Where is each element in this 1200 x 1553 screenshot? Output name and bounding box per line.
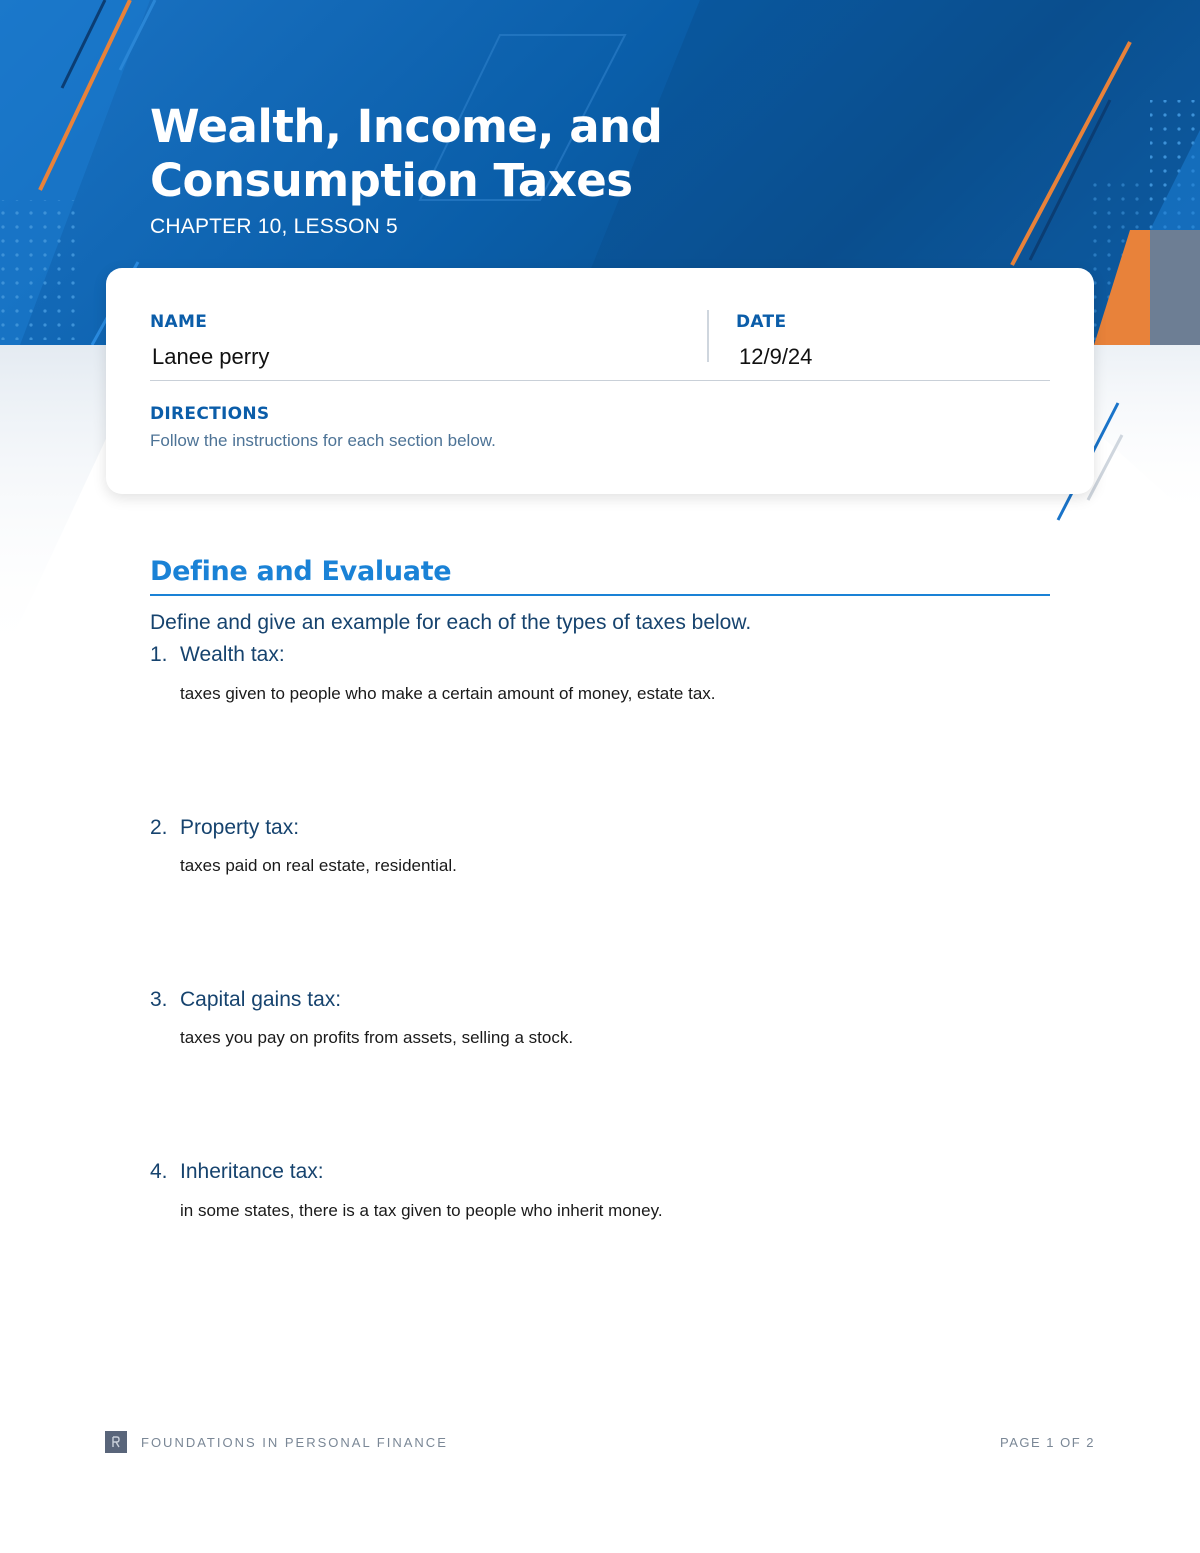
answer-field[interactable]: taxes paid on real estate, residential. (180, 856, 457, 875)
lesson-subtitle: CHAPTER 10, LESSON 5 (150, 215, 398, 238)
question-number: 2. (150, 816, 168, 839)
student-info-card (106, 268, 1094, 494)
question-label: Wealth tax: (180, 643, 285, 666)
page-title: Wealth, Income, and Consumption Taxes (150, 100, 663, 207)
date-field[interactable]: 12/9/24 (739, 344, 813, 369)
question-label: Capital gains tax: (180, 988, 342, 1011)
section-title: Define and Evaluate (150, 556, 452, 587)
section-divider (150, 594, 1050, 596)
answer-field[interactable]: taxes given to people who make a certain amount of money, estate tax. (180, 684, 716, 703)
question-number: 4. (150, 1160, 168, 1183)
page-indicator: PAGE 1 OF 2 (999, 1435, 1095, 1450)
question-label: Property tax: (180, 816, 300, 839)
card-horizontal-divider (150, 380, 1050, 381)
question-number: 1. (150, 643, 168, 666)
date-label: DATE (736, 312, 787, 332)
name-field[interactable]: Lanee perry (152, 344, 270, 369)
section-instructions: Define and give an example for each of the types of taxes below. (150, 611, 752, 634)
ramsey-logo-icon (105, 1431, 127, 1453)
answer-field[interactable]: taxes you pay on profits from assets, selling a stock. (180, 1028, 574, 1047)
logo-glyph (105, 1431, 127, 1453)
directions-label: DIRECTIONS (150, 404, 270, 424)
answer-field[interactable]: in some states, there is a tax given to people who inherit money. (180, 1201, 663, 1220)
question-number: 3. (150, 988, 168, 1011)
course-name: FOUNDATIONS IN PERSONAL FINANCE (141, 1435, 448, 1450)
question-label: Inheritance tax: (180, 1160, 324, 1183)
card-vertical-divider (707, 310, 709, 362)
name-label: NAME (150, 312, 208, 332)
directions-text: Follow the instructions for each section below. (150, 431, 496, 450)
